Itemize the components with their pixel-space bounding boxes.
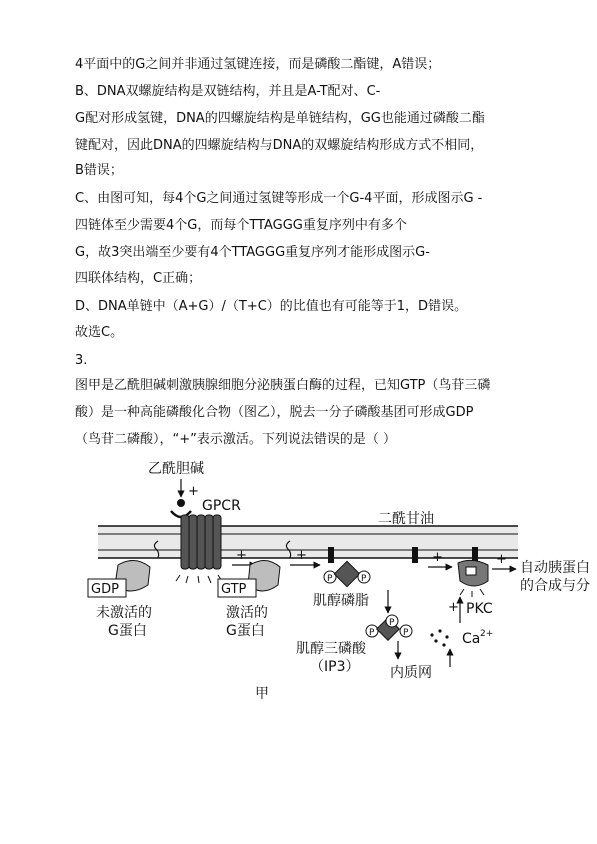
inositol-phospholipid-label: 肌醇磷脂	[313, 593, 369, 609]
question-line-2: 酸）是一种高能磷酸化合物（图乙），脱去一分子磷酸基团可形成GDP	[75, 405, 474, 420]
svg-text:P: P	[361, 574, 367, 584]
explanation-line-3: G配对形成氢键，DNA的四螺旋结构是单链结构，GG也能通过磷酸二酯	[75, 111, 485, 126]
explanation-line-11: 故选C。	[75, 325, 124, 340]
plus-sign-4: +	[432, 550, 443, 565]
er-label: 内质网	[390, 665, 432, 681]
question-line-3: （鸟苷二磷酸），“+”表示激活。下列说法错误的是（ ）	[75, 432, 396, 447]
svg-text:P: P	[327, 574, 333, 584]
plus-sign-3: +	[296, 548, 307, 563]
svg-text:P: P	[403, 628, 409, 638]
plus-sign-1: +	[188, 484, 199, 499]
active-g-label-2: G蛋白	[226, 623, 265, 639]
figure-caption: 甲	[255, 686, 269, 702]
question-number: 3.	[75, 353, 88, 368]
output-label-2: 的合成与分	[520, 578, 590, 594]
calcium-label: Ca	[462, 631, 481, 647]
explanation-line-4: 键配对，因此DNA的四螺旋结构与DNA的双螺旋结构形成方式不相同，	[75, 138, 484, 153]
calcium-dots	[430, 629, 448, 646]
gpcr-label: GPCR	[202, 498, 241, 514]
svg-text:P: P	[369, 628, 375, 638]
ip3-label-2: （IP3）	[310, 659, 360, 675]
inactive-g-label-1: 未激活的	[96, 605, 152, 621]
svg-text:P: P	[389, 618, 395, 628]
inactive-g-label-2: G蛋白	[108, 623, 147, 639]
acetylcholine-label: 乙酰胆碱	[148, 461, 204, 477]
diacylglycerol-label: 二酰甘油	[378, 511, 434, 527]
gdp-label: GDP	[91, 582, 119, 597]
output-label-1: 自动胰蛋白	[520, 560, 590, 576]
explanation-line-1: 4平面中的G之间并非通过氢键连接，而是磷酸二酯键，A错误；	[75, 57, 441, 72]
explanation-line-10: D、DNA单链中（A+G）/（T+C）的比值也有可能等于1，D错误。	[75, 299, 468, 314]
explanation-line-7: 四链体至少需要4个G，而每个TTAGGG重复序列中有多个	[75, 218, 407, 233]
explanation-line-6: C、由图可知，每4个G之间通过氢键等形成一个G-4平面，形成图示G -	[75, 191, 483, 206]
active-g-label-1: 激活的	[226, 605, 268, 621]
ip3-molecule	[366, 615, 412, 640]
dag-mark-1	[412, 547, 418, 563]
explanation-line-5: B错误；	[75, 163, 123, 178]
ip3-label-1: 肌醇三磷酸	[296, 641, 366, 657]
explanation-line-9: 四联体结构，C正确；	[75, 271, 202, 286]
question-line-1: 图甲是乙酰胆碱刺激胰腺细胞分泌胰蛋白酶的过程，已知GTP（鸟苷三磷	[75, 378, 491, 393]
plus-sign-5: +	[448, 600, 459, 615]
signaling-diagram	[0, 455, 597, 685]
calcium-charge-label: 2+	[480, 629, 494, 639]
plus-sign-6: +	[496, 552, 507, 567]
pkc-enzyme	[458, 560, 488, 597]
pkc-label: PKC	[466, 601, 493, 617]
acetylcholine-molecule	[177, 499, 185, 507]
gtp-label: GTP	[221, 582, 247, 597]
explanation-line-8: G，故3突出端至少要有4个TTAGGG重复序列才能形成图示G-	[75, 245, 430, 260]
explanation-line-2: B、DNA双螺旋结构是双链结构，并且是A-T配对、C-	[75, 84, 381, 99]
cell-membrane	[98, 526, 518, 558]
plus-sign-2: +	[236, 548, 247, 563]
